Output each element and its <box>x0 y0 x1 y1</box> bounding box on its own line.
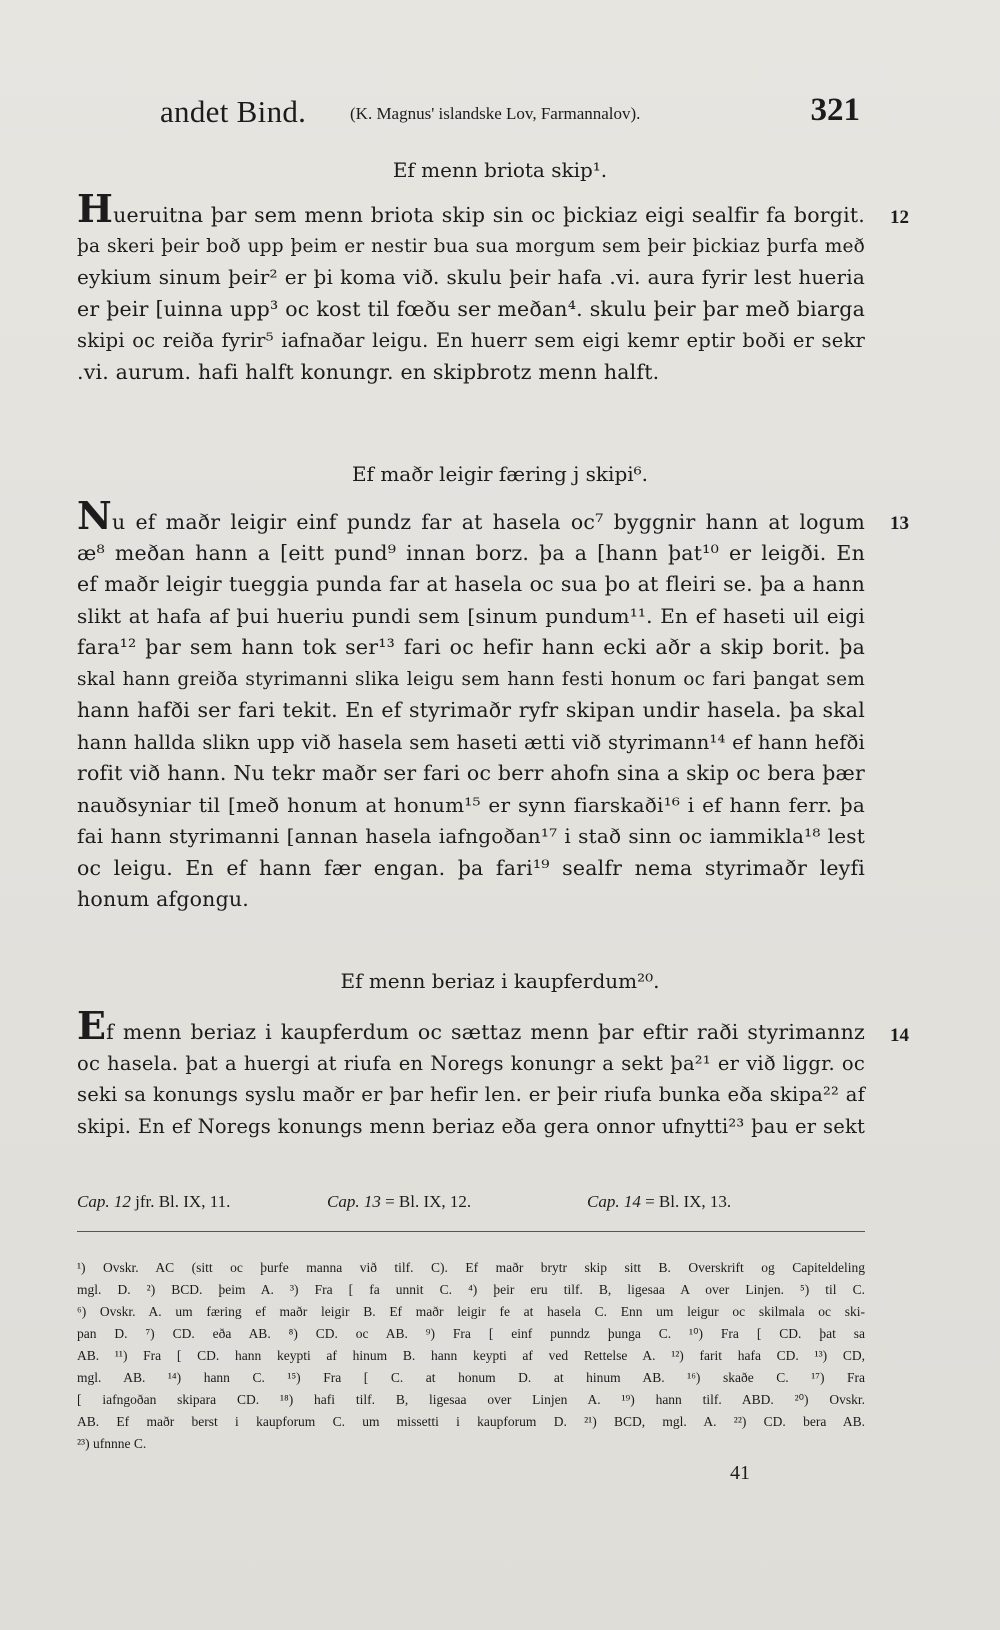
section-heading-13: Ef maðr leigir færing j skipi⁶. <box>351 462 649 486</box>
chapter-number-14: 14 <box>890 1025 909 1046</box>
text-line: Ef menn beriaz i kaupferdum oc sættaz menn þar eftir raði styrimannz <box>77 1003 865 1048</box>
text-line: fara¹² þar sem hann tok ser¹³ fari oc hefir hann ecki aðr a skip borit. þa <box>77 635 865 659</box>
text-line: oc leigu. En ef hann fær engan. þa fari¹⁹ sealfr nema styrimaðr leyfi <box>77 855 865 880</box>
footnote-line: AB. ¹¹) Fra [ CD. hann keypti af hinum B. hann keypti af ved Rettelse A. ¹²) farit hafa CD. ¹³) CD, <box>77 1348 865 1363</box>
text-line: fai hann styrimanni [annan hasela iafngoðan¹⁷ i stað sinn oc iammikla¹⁸ lest <box>77 824 865 848</box>
header-volume: andet Bind. <box>160 94 307 129</box>
text-line: eykium sinum þeir² er þi koma við. skulu þeir hafa .vi. aura fyrir lest hueria <box>77 265 865 289</box>
footnote-line: [ iafngoðan skipara CD. ¹⁸) hafi tilf. B, ligesaa over Linjen A. ¹⁹) hann tilf. ABD. ²⁰) Ovskr. <box>77 1392 865 1407</box>
drop-cap: N <box>77 493 112 538</box>
footnote-line: ¹) Ovskr. AC (sitt oc þurfe manna við tilf. C). Ef maðr brytr skip sitt B. Overskrift og Capiteldeling <box>77 1260 865 1275</box>
text-line: er þeir [uinna upp³ oc kost til fœðu ser meðan⁴. skulu þeir þar með biarga <box>77 296 865 321</box>
text-line: oc hasela. þat a huergi at riufa en Noregs konungr a sekt þa²¹ er við liggr. oc <box>77 1051 865 1075</box>
footnotes <box>77 1257 865 1455</box>
footnote-line: AB. Ef maðr berst i kaupforum C. um missetti i kaupforum D. ²¹) BCD, mgl. A. ²²) CD. bera AB. <box>77 1414 865 1429</box>
section-12-text <box>77 186 865 388</box>
chapter-number-12: 12 <box>890 207 909 228</box>
section-14-text <box>77 1003 865 1142</box>
footnote-divider <box>77 1231 865 1232</box>
text-line: skipi oc reiða fyrir⁵ iafnaðar leigu. En huerr sem eigi kemr eptir boði er sekr <box>77 329 865 352</box>
text-line: slikt at hafa af þui hueriu pundi sem [sinum pundum¹¹. En ef haseti uil eigi <box>77 603 865 628</box>
text-line: skipi. En ef Noregs konungs menn beriaz eða gera onnor ufnytti²³ þau er sekt <box>77 1114 865 1138</box>
footnote-line: pan D. ⁷) CD. eða AB. ⁸) CD. oc AB. ⁹) Fra [ einf punndz þunga C. ¹⁰) Fra [ CD. þat sa <box>77 1326 865 1341</box>
text-line: ef maðr leigir tueggia punda far at hasela oc sua þo at fleiri se. þa a hann <box>77 572 865 596</box>
footnote-line: mgl. AB. ¹⁴) hann C. ¹⁵) Fra [ C. at honum D. at hinum AB. ¹⁶) skaðe C. ¹⁷) Fra <box>77 1370 865 1385</box>
drop-cap: H <box>77 186 114 231</box>
text-line: hann hafði ser fari tekit. En ef styrimaðr ryfr skipan undir hasela. þa skal <box>77 698 865 722</box>
page-number: 321 <box>810 92 860 128</box>
header-title: (K. Magnus' islandske Lov, Farmannalov). <box>350 104 641 123</box>
cap-ref-14: Cap. 14 = Bl. IX, 13. <box>587 1192 732 1211</box>
text-line: honum afgongu. <box>77 887 250 911</box>
running-header <box>160 88 860 138</box>
section-heading-14: Ef menn beriaz i kaupferdum²⁰. <box>340 969 660 993</box>
text-line: þa skeri þeir boð upp þeim er nestir bua sua morgum sem þeir þickiaz þurfa með <box>77 235 865 257</box>
text-line: Hueruitna þar sem menn briota skip sin oc þickiaz eigi sealfir fa borgit. <box>77 186 865 231</box>
text-line: æ⁸ meðan hann a [eitt pund⁹ innan borz. þa a [hann þat¹⁰ er leigði. En <box>77 540 865 565</box>
cap-ref-13: Cap. 13 = Bl. IX, 12. <box>327 1192 472 1211</box>
section-13-text <box>77 493 865 916</box>
chapter-references <box>77 1192 865 1218</box>
chapter-number-13: 13 <box>890 513 909 534</box>
text-line: nauðsyniar til [með honum at honum¹⁵ er synn fiarskaði¹⁶ i ef hann ferr. þa <box>77 792 865 817</box>
footnote-line: mgl. D. ²) BCD. þeim A. ³) Fra [ fa unnit C. ⁴) þeir eru tilf. B, ligesaa A over Linjen. ⁵) til C. <box>77 1282 865 1297</box>
text-line: skal hann greiða styrimanni slika leigu sem hann festi honum oc fari þangat sem <box>77 668 865 690</box>
footnote-line: ⁶) Ovskr. A. um færing ef maðr leigir B. Ef maðr leigir fe at hasela C. Enn um leigur oc skilmala oc ski- <box>77 1304 865 1319</box>
cap-ref-12: Cap. 12 jfr. Bl. IX, 11. <box>77 1192 231 1211</box>
drop-cap: E <box>77 1003 107 1048</box>
signature-mark: 41 <box>730 1462 750 1484</box>
text-line: seki sa konungs syslu maðr er þar hefir len. er þeir riufa bunka eða skipa²² af <box>77 1083 865 1106</box>
text-line: .vi. aurum. hafi halft konungr. en skipbrotz menn halft. <box>77 359 660 384</box>
text-line: Nu ef maðr leigir einf pundz far at hasela oc⁷ byggnir hann at logum <box>77 493 865 538</box>
text-line: hann hallda slikn upp við hasela sem haseti ætti við styrimann¹⁴ ef hann hefði <box>77 730 865 754</box>
footnote-line: ²³) ufnnne C. <box>77 1436 147 1451</box>
text-line: rofit við hann. Nu tekr maðr ser fari oc berr ahofn sina a skip oc bera þær <box>77 761 865 785</box>
section-heading-12: Ef menn briota skip¹. <box>392 158 608 182</box>
